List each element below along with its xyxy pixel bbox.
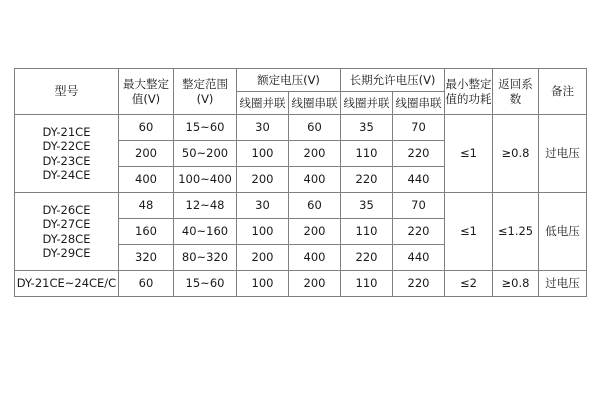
rated-parallel-value: 30 xyxy=(237,115,289,141)
header-setting-range: 整定范围(V) xyxy=(174,69,237,115)
table-row xyxy=(15,271,587,297)
setting-range-value: 100~400 xyxy=(174,167,237,193)
longterm-series-value: 440 xyxy=(393,167,445,193)
header-remark: 备注 xyxy=(539,69,587,115)
model-label: DY-23CE xyxy=(42,153,91,168)
min-setting-power-value: ≤1 xyxy=(445,193,493,271)
rated-series-value: 200 xyxy=(289,141,341,167)
model-label: DY-27CE xyxy=(42,217,91,232)
longterm-parallel-value: 220 xyxy=(341,167,393,193)
min-setting-power-value: ≤2 xyxy=(445,271,493,297)
rated-parallel-value: 30 xyxy=(237,193,289,219)
header-coil-series-rated: 线圈串联 xyxy=(289,92,341,115)
model-label: DY-26CE xyxy=(42,202,91,217)
header-min-setting-power: 最小整定值的功耗 xyxy=(445,69,493,115)
return-coefficient-value: ≥0.8 xyxy=(493,115,539,193)
remark-value: 低电压 xyxy=(539,193,587,271)
return-coefficient-value: ≥0.8 xyxy=(493,271,539,297)
max-setting-value: 160 xyxy=(119,219,174,245)
remark-value: 过电压 xyxy=(539,271,587,297)
min-setting-power-value: ≤1 xyxy=(445,115,493,193)
model-group-cell xyxy=(15,115,119,193)
setting-range-value: 50~200 xyxy=(174,141,237,167)
max-setting-value: 400 xyxy=(119,167,174,193)
model-label: DY-29CE xyxy=(42,245,91,260)
longterm-parallel-value: 220 xyxy=(341,245,393,271)
max-setting-value: 200 xyxy=(119,141,174,167)
rated-series-value: 400 xyxy=(289,167,341,193)
longterm-parallel-value: 35 xyxy=(341,193,393,219)
rated-parallel-value: 200 xyxy=(237,245,289,271)
longterm-series-value: 220 xyxy=(393,141,445,167)
model-group-cell xyxy=(15,271,119,297)
max-setting-value: 60 xyxy=(119,115,174,141)
rated-series-value: 200 xyxy=(289,219,341,245)
setting-range-value: 80~320 xyxy=(174,245,237,271)
header-coil-parallel-longterm: 线圈并联 xyxy=(341,92,393,115)
max-setting-value: 320 xyxy=(119,245,174,271)
rated-parallel-value: 100 xyxy=(237,271,289,297)
rated-series-value: 60 xyxy=(289,115,341,141)
longterm-series-value: 220 xyxy=(393,219,445,245)
max-setting-value: 48 xyxy=(119,193,174,219)
rated-parallel-value: 100 xyxy=(237,141,289,167)
longterm-parallel-value: 110 xyxy=(341,141,393,167)
setting-range-value: 12~48 xyxy=(174,193,237,219)
longterm-parallel-value: 35 xyxy=(341,115,393,141)
longterm-series-value: 70 xyxy=(393,193,445,219)
table-header-row-1 xyxy=(15,69,587,92)
table-row xyxy=(15,115,587,141)
longterm-series-value: 440 xyxy=(393,245,445,271)
specification-table xyxy=(14,68,587,297)
rated-series-value: 200 xyxy=(289,271,341,297)
model-label: DY-21CE~24CE/C xyxy=(16,276,117,291)
model-label: DY-24CE xyxy=(42,167,91,182)
spec-table-container xyxy=(14,68,586,297)
longterm-parallel-value: 110 xyxy=(341,271,393,297)
return-coefficient-value: ≤1.25 xyxy=(493,193,539,271)
setting-range-value: 40~160 xyxy=(174,219,237,245)
longterm-parallel-value: 110 xyxy=(341,219,393,245)
remark-value: 过电压 xyxy=(539,115,587,193)
rated-series-value: 60 xyxy=(289,193,341,219)
model-label: DY-21CE xyxy=(42,124,91,139)
model-label: DY-22CE xyxy=(42,139,91,154)
table-row xyxy=(15,193,587,219)
max-setting-value: 60 xyxy=(119,271,174,297)
header-model: 型号 xyxy=(15,69,119,115)
longterm-series-value: 70 xyxy=(393,115,445,141)
model-group-cell xyxy=(15,193,119,271)
header-coil-series-longterm: 线圈串联 xyxy=(393,92,445,115)
header-long-term-voltage: 长期允许电压(V) xyxy=(341,69,445,92)
rated-series-value: 400 xyxy=(289,245,341,271)
rated-parallel-value: 100 xyxy=(237,219,289,245)
header-rated-voltage: 额定电压(V) xyxy=(237,69,341,92)
rated-parallel-value: 200 xyxy=(237,167,289,193)
setting-range-value: 15~60 xyxy=(174,271,237,297)
longterm-series-value: 220 xyxy=(393,271,445,297)
header-coil-parallel-rated: 线圈并联 xyxy=(237,92,289,115)
header-return-coefficient: 返回系数 xyxy=(493,69,539,115)
model-label: DY-28CE xyxy=(42,231,91,246)
setting-range-value: 15~60 xyxy=(174,115,237,141)
header-max-setting: 最大整定值(V) xyxy=(119,69,174,115)
